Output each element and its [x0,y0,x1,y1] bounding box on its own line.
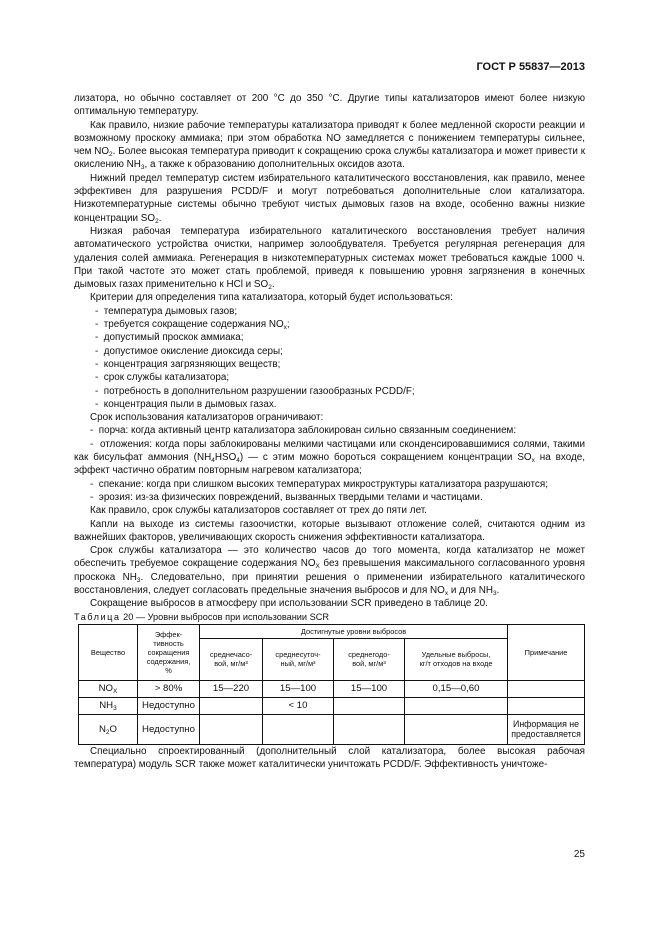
table-caption-text: 20 — Уровни выбросов при использовании SCR [123,611,330,622]
col-header-annual: среднегодо- вой, мг/м³ [334,638,405,680]
paragraph-after-table: Специально спроектированный (дополнительный слой катализатора, более высокая рабочая температура) модуль SCR также может каталитически уничтожать PCDD/F. Эффективность уничтоже- [74,745,585,771]
cell-substance: $NH_3$ [79,697,138,714]
cell-hourly [200,697,263,714]
cell-annual [334,714,405,744]
list-item: - концентрация пыли в дымовых газах. [95,398,277,410]
paragraph: Критерии для определения типа катализатора, который будет использоваться: [90,292,453,304]
list-item: - потребность в дополнительном разрушении газообразных PCDD/F; [95,385,415,397]
list-item: - допустимый проскок аммиака; [95,332,244,344]
paragraph: Нижний предел температур систем избирательного каталитического восстановления, как правило, менее эффективен для разрушения PCDD/F и могут потребоваться дополнительные слои катализатора. Низкотемпературные системы обычно требуют чистых дымовых газов на входе, особенно важны низкие концентрации $SO_2$. [74,172,585,225]
paragraph: - отложения: когда поры заблокированы мелкими частицами или сконденсировавшимися солями, такими как бисульфат аммония $(NH_4HSO_4)$ — с этим можно бороться сокращением концентрации $SO_x$ на входе, эффект частично обратим повторным нагревом катализатора; [74,438,586,477]
col-header-substance: Вещество [79,624,138,680]
paragraph: - порча: когда активный центр катализатора заблокирован сильно связанным соединением: [90,425,517,437]
col-header-hourly: среднечасо- вой, мг/м³ [200,638,263,680]
paragraph: Низкая рабочая температура избирательного каталитического восстановления требует наличия автоматического устройства очистки, например золообдувателя. Требуется регулярная регенерация для удаления солей аммиака. Регенерация в низкотемпературных системах может требоваться каждые 1000 ч. При такой частоте это может стать проблемой, приведя к повышению уровня загрязнения в конечных дымовых газах применительно к HCl и $SO_2$. [74,225,585,292]
cell-daily: 15—100 [263,680,334,697]
paragraph: Сокращение выбросов в атмосферу при использовании SCR приведено в таблице 20. [90,598,488,610]
paragraph: Срок службы катализатора — это количество часов до того момента, когда катализатор не может обеспечить требуемое сокращение содержания $NO_X$ без превышения максимального согласованного уровня проскока $NH_3$. Следовательно, при принятии решения о применении избирательного каталитического восстановления, следует согласовать предельные значения выбросов и для $NO_x$ и для $NH_3$. [74,545,585,597]
table-caption-word: Таблица [74,611,121,622]
cell-substance: $N_2O$ [79,714,138,744]
table-caption [74,611,585,624]
list-item: - допустимое окисление диоксида серы; [95,345,283,357]
cell-efficiency: > 80% [138,680,200,697]
cell-specific: 0,15—0,60 [405,680,508,697]
cell-daily: < 10 [263,697,334,714]
cell-specific [405,714,508,744]
paragraph-list [74,92,585,611]
col-header-efficiency: Эффек- тивность сокращения содержания, % [138,624,200,680]
cell-hourly [200,714,263,744]
document-body [74,92,585,771]
cell-annual [334,697,405,714]
table-row [79,697,585,714]
paragraph: Как правило, низкие рабочие температуры катализатора приводят к более медленной скорости реакции и возможному проскоку аммиака; при этом обработка NO замедляется с понижением температуры сильнее, чем $NO_2$. Более высокая температура приводит к сокращению срока службы катализатора и может привести к окислению $NH_3$, а также к образованию дополнительных оксидов азота. [74,119,586,172]
cell-note [508,697,585,714]
col-header-levels: Достигнутые уровни выбросов [200,624,508,638]
list-item: - срок службы катализатора; [95,372,230,384]
cell-hourly: 15—220 [200,680,263,697]
col-header-daily: среднесуточ- ный, мг/м³ [263,638,334,680]
table-header-row [79,624,585,638]
paragraph: Как правило, срок службы катализаторов составляет от трех до пяти лет. [90,505,427,517]
cell-daily [263,714,334,744]
emissions-table [78,624,585,745]
list-item: - температура дымовых газов; [95,305,238,317]
paragraph: Капли на выходе из системы газоочистки, которые вызывают отложение солей, считаются одним из важнейших факторов, увеличивающих скорость снижения эффективности катализатора. [74,518,585,543]
table-row [79,680,585,697]
cell-substance: $NO_X$ [79,680,138,697]
cell-note: Информация не предоставляется [508,714,585,744]
document-code: ГОСТ Р 55837—2013 [476,61,585,73]
table-body [79,680,585,744]
cell-annual: 15—100 [334,680,405,697]
page-number: 25 [573,849,585,860]
cell-specific [405,697,508,714]
list-item: - требуется сокращение содержания $NO_x$; [95,319,290,332]
cell-efficiency: Недоступно [138,697,200,714]
paragraph: Срок использования катализаторов ограничивают: [90,412,324,424]
cell-note [508,680,585,697]
cell-efficiency: Недоступно [138,714,200,744]
paragraph: лизатора, но обычно составляет от 200 °С до 350 °С. Другие типы катализаторов имеют более низкую оптимальную температуру. [74,93,585,118]
paragraph: - эрозия: из-за физических повреждений, вызванных твердыми телами и частицами. [90,491,483,503]
col-header-note: Примечание [508,624,585,680]
table-row [79,714,585,744]
paragraph: - спекание: когда при слишком высоких температурах микроструктуры катализатора разрушаются; [90,478,548,490]
list-item: - концентрация загрязняющих веществ; [95,358,281,370]
col-header-specific: Удельные выбросы, кг/т отходов на входе [405,638,508,680]
